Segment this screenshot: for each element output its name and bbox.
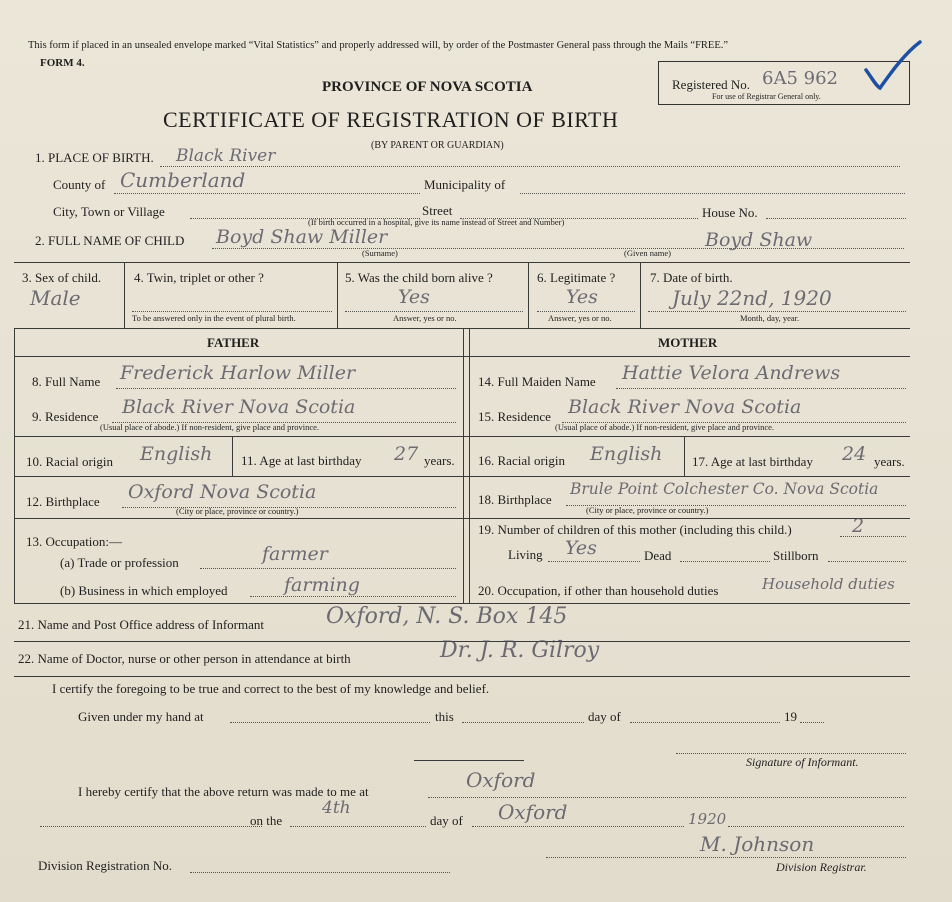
children-value: 2 (852, 515, 865, 537)
mother-years: years. (874, 454, 905, 469)
return-day-value: 4th (322, 798, 351, 818)
birthplace-label: 1. PLACE OF BIRTH. (35, 150, 154, 165)
father-name-label: 8. Full Name (32, 374, 101, 389)
mother-racial-label: 16. Racial origin (478, 453, 566, 468)
mother-residence-note: (Usual place of abode.) If non-resident, give place and province. (555, 422, 775, 432)
return-place-value: Oxford (466, 768, 536, 792)
stillborn-label: Stillborn (773, 548, 819, 563)
mother-age-value: 24 (842, 443, 867, 465)
mother-name-label: 14. Full Maiden Name (478, 374, 596, 389)
county-label: County of (53, 177, 106, 192)
twin-label: 4. Twin, triplet or other ? (134, 270, 264, 285)
county-value: Cumberland (120, 168, 246, 192)
child-given-value: Boyd Shaw (705, 229, 813, 251)
father-birthplace-value: Oxford Nova Scotia (128, 481, 317, 503)
father-heading: FATHER (207, 335, 260, 350)
father-racial-value: English (140, 443, 213, 465)
doctor-value: Dr. J. R. Gilroy (440, 638, 600, 663)
twin-note: To be answered only in the event of plural birth. (132, 313, 296, 323)
legitimate-note: Answer, yes or no. (548, 313, 612, 323)
document-title: CERTIFICATE OF REGISTRATION OF BIRTH (163, 107, 619, 132)
return-month-value: Oxford (498, 800, 568, 824)
business-value: farming (284, 574, 360, 596)
alive-value: Yes (398, 286, 430, 308)
mother-birthplace-value: Brule Point Colchester Co. Nova Scotia (570, 480, 879, 498)
legitimate-value: Yes (566, 286, 598, 308)
informant-value: Oxford, N. S. Box 145 (326, 604, 568, 629)
father-age-label: 11. Age at last birthday (241, 453, 362, 468)
municipality-label: Municipality of (424, 177, 506, 192)
father-years: years. (424, 453, 455, 468)
alive-label: 5. Was the child born alive ? (345, 270, 493, 285)
mother-heading: MOTHER (658, 335, 718, 350)
sex-label: 3. Sex of child. (22, 270, 102, 285)
father-birthplace-note: (City or place, province or country.) (176, 506, 299, 516)
postal-notice: This form if placed in an unsealed envelope marked “Vital Statistics” and properly addressed will, by order of the Postmaster General pass through the Mails “FREE.” (28, 40, 729, 51)
father-racial-label: 10. Racial origin (26, 454, 114, 469)
mother-residence-label: 15. Residence (478, 409, 551, 424)
this-label: this (435, 709, 454, 724)
informant-signature-caption: Signature of Informant. (746, 755, 859, 769)
return-day-of-label: day of (430, 813, 463, 828)
mother-birthplace-note: (City or place, province or country.) (586, 505, 709, 515)
given-year-prefix: 19 (784, 709, 797, 724)
trade-label: (a) Trade or profession (60, 555, 179, 570)
street-label: Street (422, 203, 453, 218)
father-residence-label: 9. Residence (32, 409, 99, 424)
mother-racial-value: English (590, 443, 663, 465)
given-label: Given under my hand at (78, 709, 204, 724)
mother-birthplace-label: 18. Birthplace (478, 492, 552, 507)
city-label: City, Town or Village (53, 204, 165, 219)
on-the-label: on the (250, 813, 283, 828)
dob-label: 7. Date of birth. (650, 270, 733, 285)
mother-occupation-value: Household duties (762, 575, 895, 593)
birthplace-value: Black River (176, 146, 276, 166)
trade-value: farmer (262, 543, 328, 565)
given-day-of-label: day of (588, 709, 621, 724)
province-heading: PROVINCE OF NOVA SCOTIA (322, 79, 533, 95)
house-label: House No. (702, 205, 758, 220)
dead-label: Dead (644, 548, 672, 563)
check-mark-icon (860, 38, 924, 94)
sex-value: Male (30, 286, 81, 310)
document-subtitle: (BY PARENT OR GUARDIAN) (371, 140, 504, 151)
street-note: (If birth occurred in a hospital, give its name instead of Street and Number) (308, 217, 565, 227)
mother-age-label: 17. Age at last birthday (692, 454, 813, 469)
mother-name-value: Hattie Velora Andrews (622, 362, 841, 384)
return-year-value: 1920 (688, 810, 727, 828)
father-birthplace-label: 12. Birthplace (26, 494, 100, 509)
division-registrar-caption: Division Registrar. (776, 860, 867, 874)
registered-number: 6A5 962 (762, 68, 838, 89)
legitimate-label: 6. Legitimate ? (537, 270, 616, 285)
living-value: Yes (565, 537, 597, 559)
mother-residence-value: Black River Nova Scotia (568, 396, 802, 418)
registrar-signature-value: M. Johnson (700, 832, 815, 856)
father-residence-value: Black River Nova Scotia (122, 396, 356, 418)
child-surname-value: Boyd Shaw Miller (216, 226, 388, 248)
doctor-label: 22. Name of Doctor, nurse or other person in attendance at birth (18, 651, 351, 666)
children-label: 19. Number of children of this mother (including this child.) (478, 522, 792, 537)
father-residence-note: (Usual place of abode.) If non-resident, give place and province. (100, 422, 320, 432)
business-label: (b) Business in which employed (60, 583, 228, 598)
registered-label: Registered No. (672, 77, 750, 92)
surname-caption: (Surname) (362, 248, 398, 258)
dob-value: July 22nd, 1920 (672, 286, 832, 310)
registrar-use-note: For use of Registrar General only. (712, 92, 821, 101)
living-label: Living (508, 547, 543, 562)
informant-label: 21. Name and Post Office address of Informant (18, 617, 264, 632)
mother-occupation-label: 20. Occupation, if other than household duties (478, 583, 719, 598)
alive-note: Answer, yes or no. (393, 313, 457, 323)
dob-note: Month, day, year. (740, 313, 800, 323)
division-registration-label: Division Registration No. (38, 858, 172, 873)
return-text: I hereby certify that the above return was made to me at (78, 784, 369, 799)
given-caption: (Given name) (624, 248, 671, 258)
father-age-value: 27 (394, 443, 419, 465)
father-occupation-label: 13. Occupation:— (26, 534, 123, 549)
father-name-value: Frederick Harlow Miller (120, 362, 356, 384)
form-number: FORM 4. (40, 57, 85, 69)
child-name-label: 2. FULL NAME OF CHILD (35, 233, 185, 248)
certify-text: I certify the foregoing to be true and correct to the best of my knowledge and belief. (52, 681, 490, 696)
